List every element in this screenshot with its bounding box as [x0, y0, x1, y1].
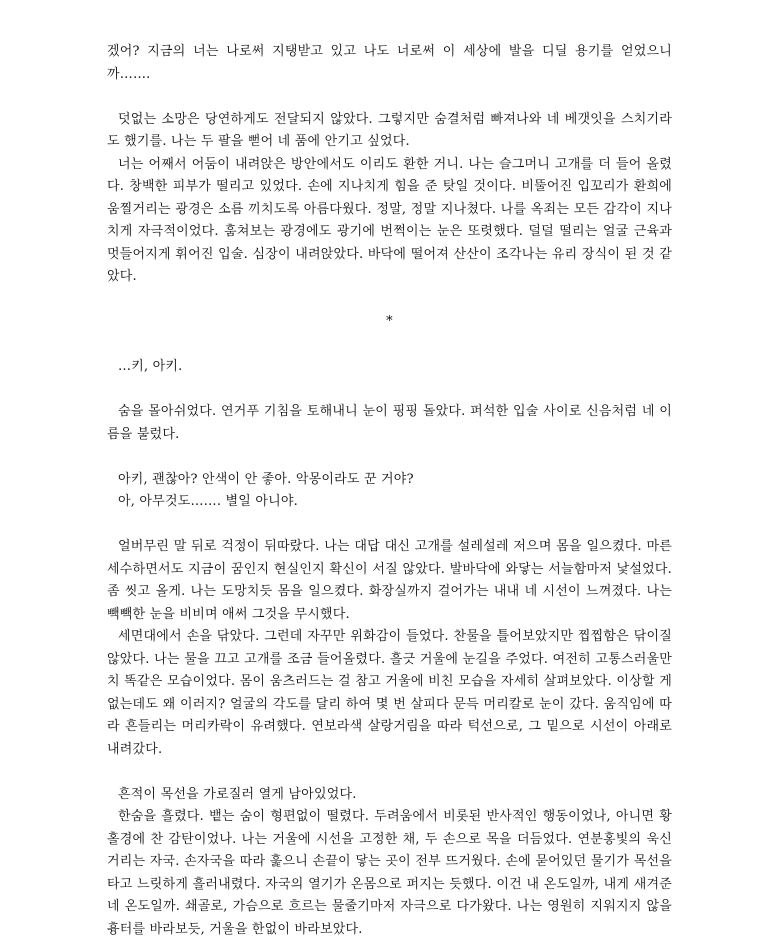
paragraph-gap: [107, 86, 672, 109]
dialogue-line: 아키, 괜찮아? 안색이 안 좋아. 악몽이라도 꾼 거야?: [118, 471, 414, 487]
paragraph-gap: [107, 514, 672, 537]
paragraph-gap: [107, 761, 672, 784]
paragraph: 너는 어째서 어둠이 내려앉은 방안에서도 이리도 환한 거니. 나는 슬그머니 고개를 더 들어 올렸다. 창백한 피부가 떨리고 있었다. 손에 지나치게 힘을 준 탓일 것이다. 비뚤어진 입꼬리가 환희에 움찔거리는 광경은 소름 끼치도록 아름다웠다. 정말, 정말 지나쳤다. 나를 옥죄는 모든 감각이 지나치게 자극적이었다. 훔쳐보는 광경에도 광기에 번쩍이는 눈은 또렷했다. 덜덜 떨리는 얼굴 근육과 멋들어지게 휘어진 입술. 심장이 내려앉았다. 바닥에 떨어져 산산이 조각나는 유리 장식이 된 것 같았다.: [107, 156, 672, 284]
document-page: [107, 41, 672, 941]
paragraph: 세면대에서 손을 닦았다. 그런데 자꾸만 위화감이 들었다. 찬물을 틀어보았지만 찝찝함은 닦이질 않았다. 나는 물을 끄고 고개를 조금 들어올렸다. 흘긋 거울에 눈길을 주었다. 여전히 고통스러울만치 똑같은 모습이었다. 몸이 움츠러드는 걸 참고 거울에 비친 모습을 자세히 살펴보았다. 이상할 게 없는데도 왜 이러지? 얼굴의 각도를 달리 하여 몇 번 살피다 문득 머리칼로 눈이 갔다. 움직임에 따라 흔들리는 머리카락이 유려했다. 연보라색 살랑거림을 따라 턱선으로, 그 밑으로 시선이 아래로 내려갔다.: [107, 629, 672, 757]
paragraph: 숨을 몰아쉬었다. 연거푸 기침을 토해내니 눈이 핑핑 돌았다. 퍼석한 입술 사이로 신음처럼 네 이름을 불렀다.: [107, 404, 672, 442]
paragraph-gap: [107, 446, 672, 469]
paragraph-gap: [107, 379, 672, 402]
paragraph: 덧없는 소망은 당연하게도 전달되지 않았다. 그렇지만 숨결처럼 빠져나와 네 베갯잇을 스치기라도 했기를. 나는 두 팔을 뻗어 네 품에 안기고 싶었다.: [107, 111, 672, 149]
paragraph-gap: [107, 289, 672, 312]
scene-separator: *: [386, 314, 393, 329]
paragraph: 얼버무린 말 뒤로 걱정이 뒤따랐다. 나는 대답 대신 고개를 설레설레 저으며 몸을 일으켰다. 마른세수하면서도 지금이 꿈인지 현실인지 확신이 서질 않았다. 발바닥에 와닿는 서늘함마저 낯설었다. 좀 씻고 올게. 나는 도망치듯 몸을 일으켰다. 화장실까지 걸어가는 내내 네 시선이 느껴졌다. 나는 빽빽한 눈을 비비며 애써 그것을 무시했다.: [107, 539, 672, 622]
paragraph-gap: [107, 334, 672, 357]
paragraph: 흔적이 목선을 가로질러 열게 남아있었다.: [118, 786, 357, 802]
dialogue-line: 아, 아무것도……. 별일 아니야.: [118, 494, 298, 509]
paragraph: 겠어? 지금의 너는 나로써 지탱받고 있고 나도 너로써 이 세상에 발을 디딜 용기를 얻었으니까…….: [107, 44, 672, 82]
paragraph: …키, 아키.: [118, 359, 183, 374]
paragraph: 한숨을 흘렸다. 뱉는 숨이 형편없이 떨렸다. 두려움에서 비롯된 반사적인 행동이었나, 아니면 황홀경에 찬 감탄이었나. 나는 거울에 시선을 고정한 채, 두 손으로 목을 더듬었다. 연분홍빛의 욱신거리는 자국. 손자국을 따라 훑으니 손끝이 닿는 곳이 전부 뜨거웠다. 손에 묻어있던 물기가 목선을 타고 느릿하게 흘러내렸다. 자국의 열기가 온몸으로 퍼지는 듯했다. 이건 내 온도일까, 내게 새겨준 네 온도일까. 쇄골로, 가슴으로 흐르는 물줄기마저 자극으로 다가왔다. 나는 영원히 지워지지 않을 흉터를 바라보듯, 거울을 한없이 바라보았다.: [107, 809, 672, 937]
